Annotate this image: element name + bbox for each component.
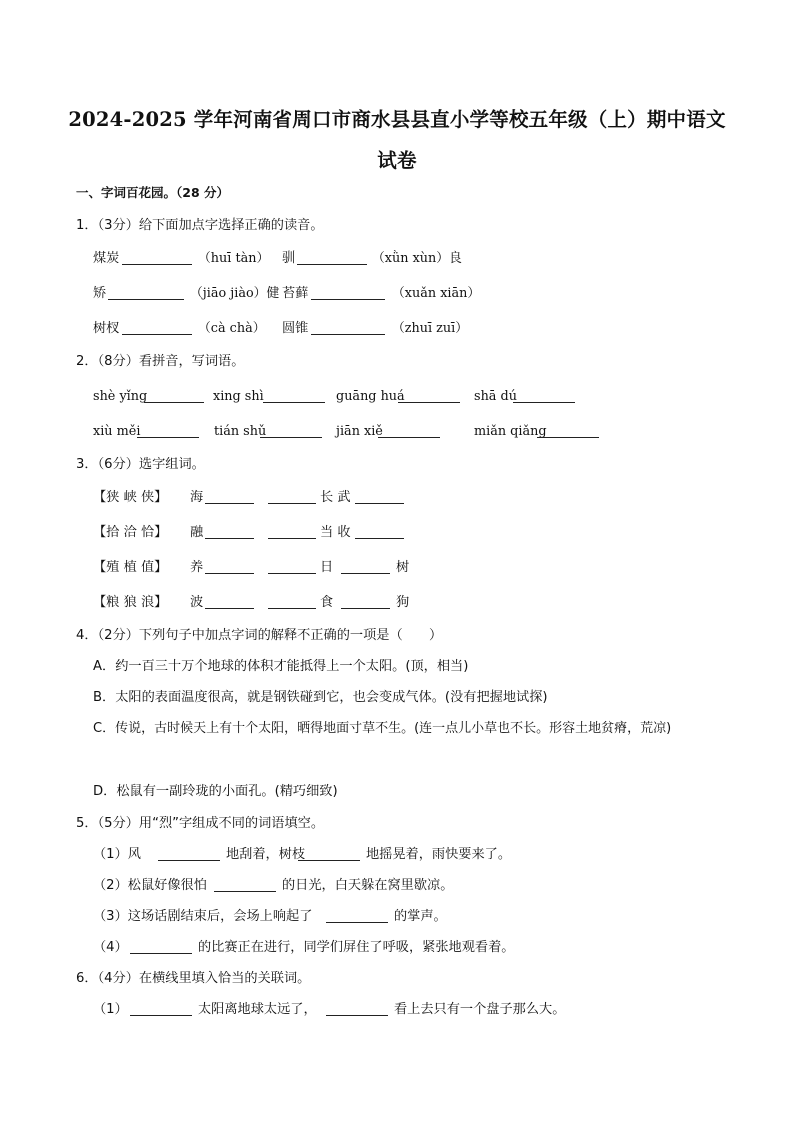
q1-word: 驯	[282, 251, 296, 266]
q6-text: （1）	[93, 1002, 128, 1017]
answer-blank[interactable]	[108, 285, 184, 300]
char-prefix: 海	[190, 490, 204, 505]
q5-text: 地刮着，树枝	[226, 847, 306, 862]
answer-blank[interactable]	[205, 489, 254, 504]
answer-blank[interactable]	[122, 320, 192, 335]
answer-blank[interactable]	[398, 388, 460, 403]
answer-blank[interactable]	[268, 489, 316, 504]
pinyin-prompt: shè yǐng	[93, 389, 148, 404]
answer-blank[interactable]	[158, 846, 220, 861]
q1-word: 矫	[93, 286, 107, 301]
answer-blank[interactable]	[144, 388, 204, 403]
answer-blank[interactable]	[298, 846, 360, 861]
answer-blank[interactable]	[513, 388, 575, 403]
answer-blank[interactable]	[268, 559, 316, 574]
q5-text: （2）松鼠好像很怕	[93, 878, 207, 893]
answer-blank[interactable]	[137, 423, 199, 438]
answer-blank[interactable]	[297, 250, 367, 265]
pinyin-prompt: miǎn qiǎng	[474, 424, 547, 439]
q5-text: （4）	[93, 940, 128, 955]
q5-text: 的日光，白天躲在窝里歇凉。	[282, 878, 454, 893]
char-suffix: 狗	[396, 595, 410, 610]
answer-blank[interactable]	[205, 594, 254, 609]
char-suffix: 当 收	[320, 525, 351, 540]
q4-stem: 4．（2分）下列句子中加点字词的解释不正确的一项是（ ）	[76, 628, 443, 643]
q1-options: （xǜn xùn）良	[372, 251, 462, 266]
char-group: 【拾 洽 恰】	[93, 525, 168, 540]
q1-word: 苔藓	[282, 286, 309, 301]
q5-text: 地摇晃着，雨快要来了。	[366, 847, 512, 862]
q1-options: （cà chà）	[198, 321, 266, 336]
option-a[interactable]: A．约一百三十万个地球的体积才能抵得上一个太阳。(顶，相当)	[93, 659, 469, 674]
q1-word: 圆锥	[282, 321, 309, 336]
answer-blank[interactable]	[537, 423, 599, 438]
answer-blank[interactable]	[214, 877, 276, 892]
char-group: 【狭 峡 侠】	[93, 490, 168, 505]
char-suffix: 树	[396, 560, 410, 575]
answer-blank[interactable]	[130, 939, 192, 954]
char-prefix: 融	[190, 525, 204, 540]
pinyin-prompt: shā dú	[474, 389, 517, 404]
q3-stem: 3．（6分）选字组词。	[76, 457, 205, 472]
pinyin-prompt: guāng huá	[336, 389, 405, 404]
pinyin-prompt: jiān xiě	[336, 424, 383, 439]
answer-blank[interactable]	[326, 1001, 388, 1016]
q5-text: （1）风	[93, 847, 141, 862]
q5-text: 的掌声。	[394, 909, 447, 924]
char-prefix: 养	[190, 560, 204, 575]
answer-blank[interactable]	[355, 524, 404, 539]
pinyin-prompt: xing shì	[213, 389, 264, 404]
answer-blank[interactable]	[205, 524, 254, 539]
exam-title-line2: 试卷	[377, 149, 417, 172]
option-d[interactable]: D．松鼠有一副玲珑的小面孔。(精巧细致)	[93, 784, 338, 799]
q5-text: 的比赛正在进行，同学们屏住了呼吸，紧张地观看着。	[198, 940, 515, 955]
answer-blank[interactable]	[122, 250, 192, 265]
char-suffix: 日	[320, 560, 334, 575]
q1-options: （huī tàn）	[198, 251, 270, 266]
answer-blank[interactable]	[268, 524, 316, 539]
answer-blank[interactable]	[341, 559, 390, 574]
answer-blank[interactable]	[341, 594, 390, 609]
q2-stem: 2．（8分）看拼音，写词语。	[76, 354, 245, 369]
q1-options: （jiāo jiào）健	[190, 286, 280, 301]
q6-stem: 6．（4分）在横线里填入恰当的关联词。	[76, 971, 311, 986]
q5-stem: 5．（5分）用“烈”字组成不同的词语填空。	[76, 816, 325, 831]
q1-options: （xuǎn xiān）	[392, 286, 481, 301]
answer-blank[interactable]	[130, 1001, 192, 1016]
section-heading: 一、字词百花园。（28 分）	[76, 185, 229, 200]
q1-options: （zhuī zuī）	[392, 321, 469, 336]
answer-blank[interactable]	[311, 320, 385, 335]
option-b[interactable]: B．太阳的表面温度很高，就是钢铁碰到它，也会变成气体。(没有把握地试探)	[93, 690, 548, 705]
answer-blank[interactable]	[263, 388, 325, 403]
pinyin-prompt: xiù měi	[93, 424, 141, 439]
q6-text: 看上去只有一个盘子那么大。	[394, 1002, 566, 1017]
answer-blank[interactable]	[355, 489, 404, 504]
char-suffix: 食	[320, 595, 334, 610]
char-group: 【粮 狼 浪】	[93, 595, 168, 610]
answer-blank[interactable]	[268, 594, 316, 609]
exam-title-line1: 2024-2025 学年河南省周口市商水县县直小学等校五年级（上）期中语文	[68, 108, 726, 131]
answer-blank[interactable]	[326, 908, 388, 923]
pinyin-prompt: tián shǔ	[214, 424, 267, 439]
q6-text: 太阳离地球太远了，	[198, 1002, 317, 1017]
answer-blank[interactable]	[260, 423, 322, 438]
char-group: 【殖 植 值】	[93, 560, 168, 575]
char-prefix: 波	[190, 595, 204, 610]
option-c[interactable]: C．传说，古时候天上有十个太阳，晒得地面寸草不生。(连一点儿小草也不长。形容土地贫瘠，荒凉)	[93, 721, 672, 736]
answer-blank[interactable]	[311, 285, 385, 300]
answer-blank[interactable]	[378, 423, 440, 438]
char-suffix: 长 武	[320, 490, 351, 505]
q1-stem: 1．（3分）给下面加点字选择正确的读音。	[76, 218, 324, 233]
q1-word: 树杈	[93, 321, 120, 336]
answer-blank[interactable]	[205, 559, 254, 574]
q1-word: 煤炭	[93, 251, 120, 266]
q5-text: （3）这场话剧结束后，会场上响起了	[93, 909, 313, 924]
